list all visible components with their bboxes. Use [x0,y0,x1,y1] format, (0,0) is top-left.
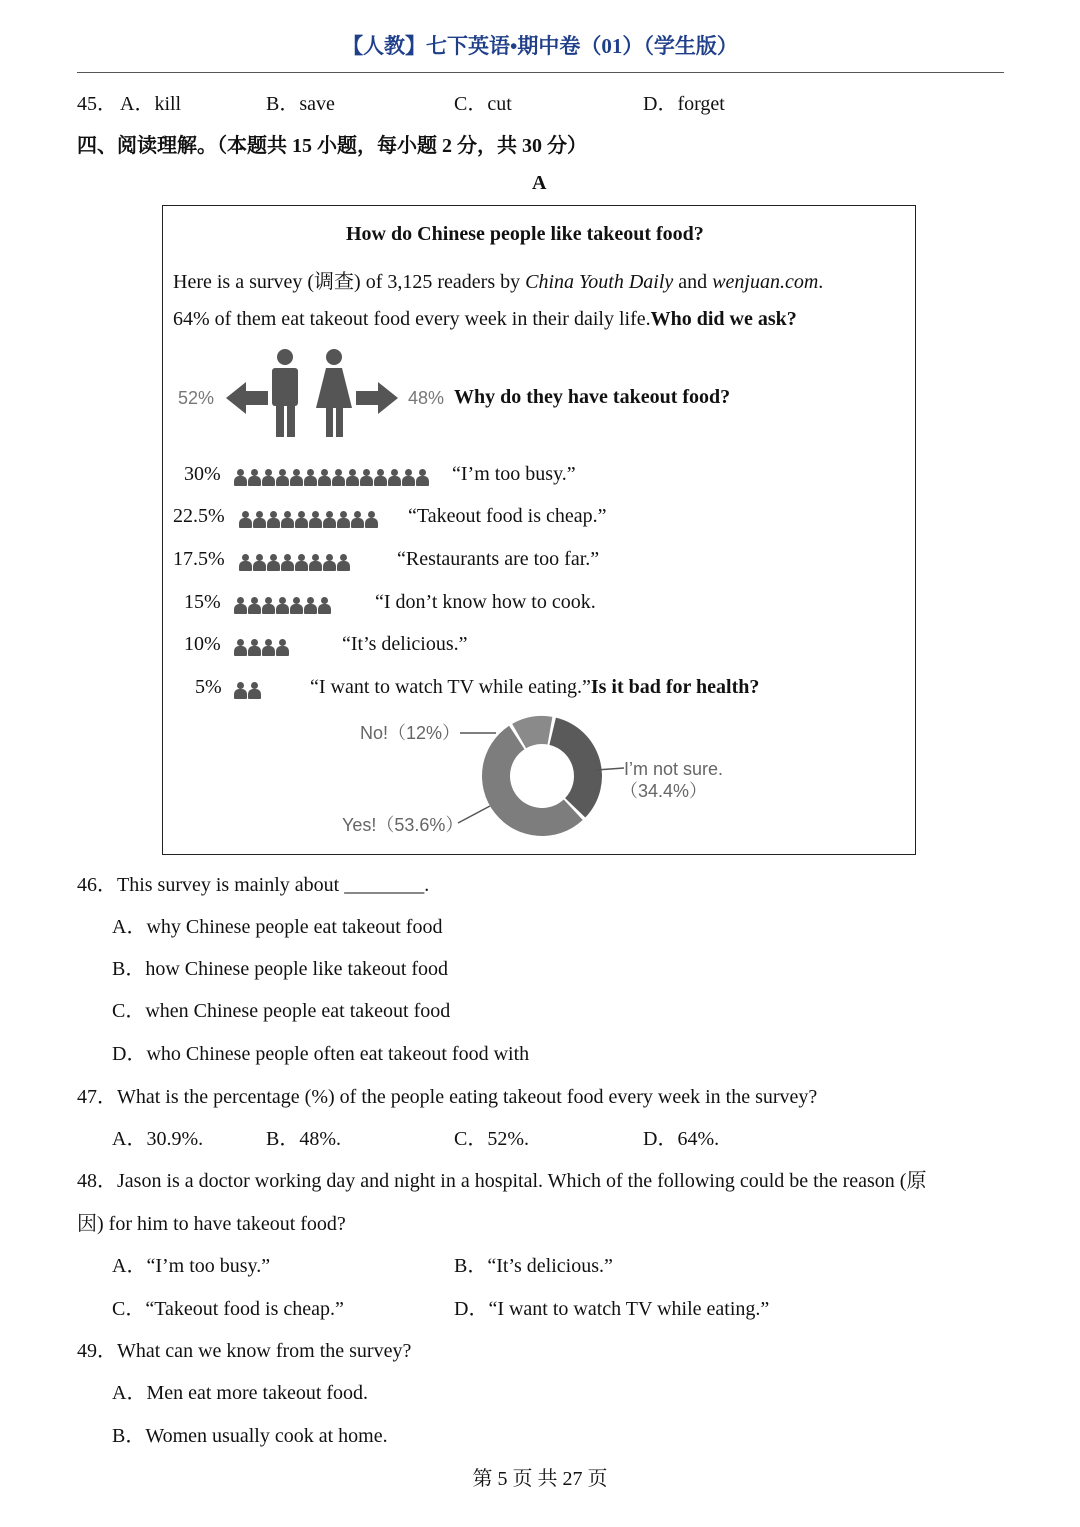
person-icon [253,511,266,528]
person-icon [374,469,387,486]
q48-stem-line1: 48．Jason is a doctor working day and night in a hospital. Which of the following could be the reason (原 [77,1170,927,1192]
q49-stem: 49．What can we know from the survey? [77,1340,412,1362]
donut-label-notsure: I’m not sure. [624,759,724,779]
person-icon [388,469,401,486]
person-icon [360,469,373,486]
woman-icon [316,349,352,437]
person-icon [248,682,261,699]
health-donut-chart [330,708,770,848]
q48-option-b: B．“It’s delicious.” [454,1255,613,1277]
source-wenjuan: wenjuan.com [712,271,819,293]
who-heading: Who did we ask? [650,308,797,330]
q46-option-c: C．when Chinese people eat takeout food [112,1000,451,1022]
reason-quote: “Takeout food is cheap.” [408,505,607,527]
person-icon [253,554,266,571]
q47-option-a: A．30.9%. [112,1128,204,1150]
q47-option-d: D．64%. [643,1128,720,1150]
reason-quote-text: “I want to watch TV while eating.” [310,676,591,698]
line1-text: Here is a survey (调查) of 3,125 readers by [173,271,526,293]
donut-slices [482,716,602,836]
person-icon [248,597,261,614]
person-icon [346,469,359,486]
q48-stem-line2: 因) for him to have takeout food? [77,1213,346,1235]
person-icon [281,511,294,528]
q48-option-d: D．“I want to watch TV while eating.” [454,1298,770,1320]
person-icon [290,597,303,614]
person-icon [323,511,336,528]
person-icon [290,469,303,486]
people-icons [234,465,430,488]
q45-number: 45． [77,93,117,115]
donut-slice-1 [549,718,602,818]
reason-percentage: 15% [184,591,221,613]
people-icons [239,507,379,530]
reason-percentage: 30% [184,463,221,485]
women-percentage: 48% [408,388,445,408]
people-icons [234,593,332,616]
person-icon [239,511,252,528]
person-icon [318,597,331,614]
q47-option-c: C．52%. [454,1128,529,1150]
person-icon [234,639,247,656]
passage-title: How do Chinese people like takeout food? [346,223,704,245]
q49-option-a: A．Men eat more takeout food. [112,1382,369,1404]
reason-quote: “I’m too busy.” [452,463,576,485]
passage-line-1 [173,265,823,294]
q45-option-c: C．cut [454,93,512,115]
q46-option-a: A．why Chinese people eat takeout food [112,916,443,938]
person-icon [234,469,247,486]
person-icon [281,554,294,571]
person-icon [309,554,322,571]
person-icon [262,469,275,486]
q45-option-a: A．kill [120,93,182,115]
person-icon [295,554,308,571]
person-icon [276,597,289,614]
reason-percentage: 10% [184,633,221,655]
donut-label-notsure-pct: （34.4%） [620,781,708,801]
person-icon [234,597,247,614]
man-icon [272,349,298,437]
person-icon [365,511,378,528]
passage-label: A [532,172,547,194]
passage-line-2 [173,308,797,331]
health-heading: Is it bad for health? [590,676,760,698]
page-footer: 第 5 页 共 27 页 [472,1468,608,1490]
donut-label-yes: Yes!（53.6%） [342,815,464,835]
line1-and: and [673,271,713,293]
person-icon [248,639,261,656]
person-icon [416,469,429,486]
person-icon [248,469,261,486]
person-icon [267,554,280,571]
person-icon [262,639,275,656]
reason-quote: “I don’t know how to cook. [375,591,596,613]
reason-quote: “It’s delicious.” [342,633,468,655]
page-header-title: 【人教】七下英语•期中卷（01）（学生版） [342,34,738,58]
person-icon [351,511,364,528]
person-icon [309,511,322,528]
q48-option-a: A．“I’m too busy.” [112,1255,271,1277]
person-icon [337,554,350,571]
person-icon [295,511,308,528]
right-arrow-icon [356,382,398,414]
person-icon [304,469,317,486]
person-icon [304,597,317,614]
person-icon [276,469,289,486]
person-icon [402,469,415,486]
source-china-youth-daily: China Youth Daily [525,271,674,293]
line2-text: 64% of them eat takeout food every week in their daily life. [173,308,651,330]
header-divider [77,72,1004,73]
q46-stem: 46．This survey is mainly about ________. [77,874,430,896]
reason-percentage: 17.5% [173,548,225,570]
person-icon [276,639,289,656]
reason-percentage: 22.5% [173,505,225,527]
q45-option-b: B．save [266,93,335,115]
q48-option-c: C．“Takeout food is cheap.” [112,1298,344,1320]
people-icons [239,550,351,573]
why-heading: Why do they have takeout food? [454,386,731,408]
q47-stem: 47．What is the percentage (%) of the people eating takeout food every week in the survey? [77,1086,818,1108]
person-icon [323,554,336,571]
q47-option-b: B．48%. [266,1128,341,1150]
people-icons [234,678,262,701]
q45-option-d: D．forget [643,93,725,115]
q49-option-b: B．Women usually cook at home. [112,1425,388,1447]
reason-percentage: 5% [195,676,222,698]
section-heading: 四、阅读理解。（本题共 15 小题，每小题 2 分，共 30 分） [77,135,587,157]
donut-label-no: No!（12%） [360,723,461,743]
person-icon [239,554,252,571]
person-icon [332,469,345,486]
line1-period: . [818,271,824,293]
person-icon [234,682,247,699]
q46-option-d: D．who Chinese people often eat takeout food with [112,1043,530,1065]
reason-quote [310,676,759,699]
reason-quote: “Restaurants are too far.” [397,548,600,570]
men-percentage: 52% [178,388,215,408]
left-arrow-icon [226,382,268,414]
gender-icons [222,346,402,442]
person-icon [267,511,280,528]
person-icon [262,597,275,614]
person-icon [318,469,331,486]
q46-option-b: B．how Chinese people like takeout food [112,958,449,980]
person-icon [337,511,350,528]
people-icons [234,635,290,658]
